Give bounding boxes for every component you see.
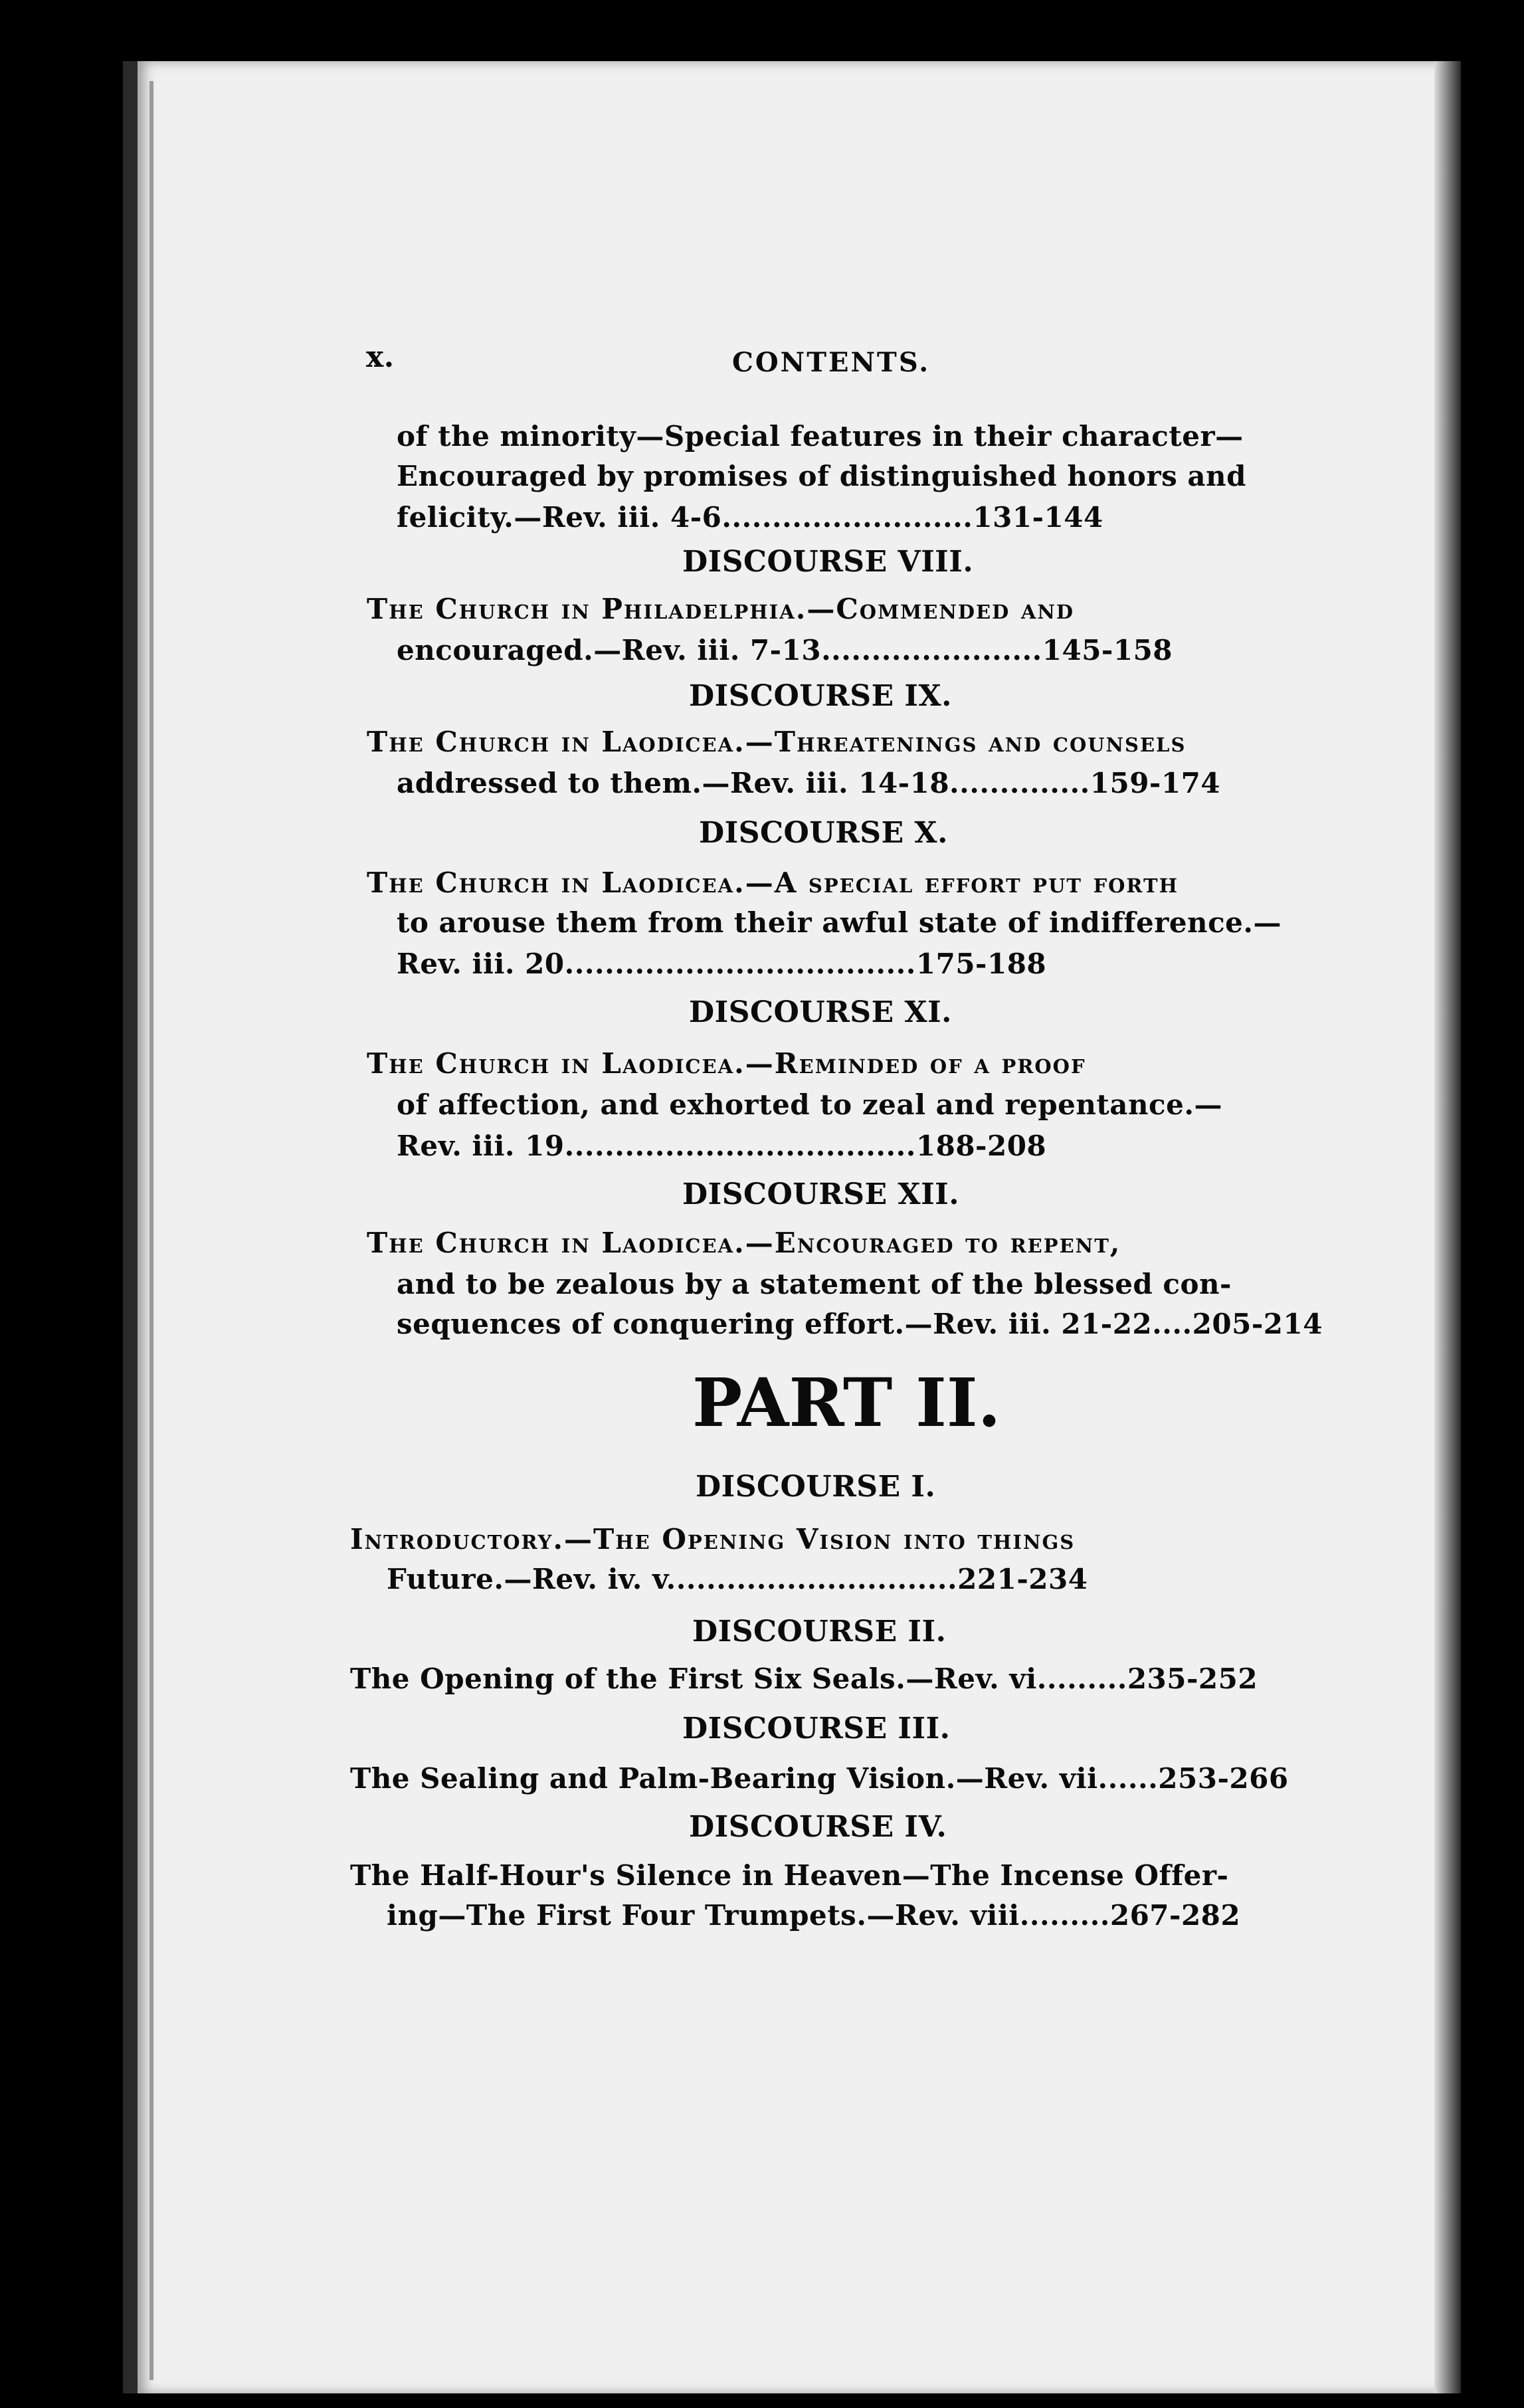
toc-line: ing—The First Four Trumpets.—Rev. viii.........267-282	[387, 1899, 1241, 1932]
toc-line: Rev. iii. 19...................................188-208	[397, 1130, 1047, 1162]
toc-line: The Church in Laodicea.—Threatenings and counsels	[367, 726, 1187, 758]
toc-line: The Church in Laodicea.—A special effort put forth	[367, 866, 1179, 899]
toc-line: and to be zealous by a statement of the blessed con-	[397, 1268, 1232, 1300]
toc-line: addressed to them.—Rev. iii. 14-18..............159-174	[397, 767, 1221, 799]
toc-line: The Church in Laodicea.—Encouraged to repent,	[367, 1227, 1121, 1259]
discourse-heading: DISCOURSE VIII.	[682, 545, 974, 579]
discourse-heading: DISCOURSE XI.	[689, 995, 952, 1029]
page-number: x.	[366, 340, 395, 374]
toc-line: The Sealing and Palm-Bearing Vision.—Rev. vii......253-266	[350, 1762, 1289, 1795]
discourse-heading: DISCOURSE IV.	[689, 1810, 947, 1844]
page-title: CONTENTS.	[732, 347, 931, 378]
toc-line: to arouse them from their awful state of indifference.—	[397, 906, 1282, 939]
toc-line: Rev. iii. 20...................................175-188	[397, 948, 1047, 980]
discourse-heading: DISCOURSE III.	[682, 1712, 951, 1746]
discourse-heading: DISCOURSE XII.	[682, 1177, 960, 1211]
discourse-heading: DISCOURSE IX.	[689, 679, 952, 713]
part-title: PART II.	[692, 1363, 1001, 1442]
discourse-heading: DISCOURSE II.	[692, 1615, 947, 1649]
discourse-heading: DISCOURSE I.	[696, 1470, 936, 1504]
book-page	[123, 61, 1461, 2393]
toc-line: The Church in Philadelphia.—Commended and	[367, 593, 1075, 625]
toc-line: of affection, and exhorted to zeal and repentance.—	[397, 1088, 1222, 1121]
toc-line: Future.—Rev. iv. v.............................221-234	[387, 1563, 1088, 1595]
toc-line: encouraged.—Rev. iii. 7-13......................145-158	[397, 634, 1173, 666]
toc-line: The Church in Laodicea.—Reminded of a proof	[367, 1047, 1086, 1080]
toc-line: Introductory.—The Opening Vision into things	[350, 1523, 1076, 1555]
toc-line: The Half-Hour's Silence in Heaven—The Incense Offer-	[350, 1859, 1229, 1892]
toc-line: Encouraged by promises of distinguished honors and	[397, 460, 1246, 492]
toc-line: of the minority—Special features in their character—	[397, 420, 1244, 452]
discourse-heading: DISCOURSE X.	[699, 816, 948, 850]
toc-line: The Opening of the First Six Seals.—Rev. vi.........235-252	[350, 1662, 1258, 1695]
toc-line: felicity.—Rev. iii. 4-6.........................131-144	[397, 501, 1103, 534]
toc-line: sequences of conquering effort.—Rev. iii. 21-22....205-214	[397, 1308, 1323, 1340]
